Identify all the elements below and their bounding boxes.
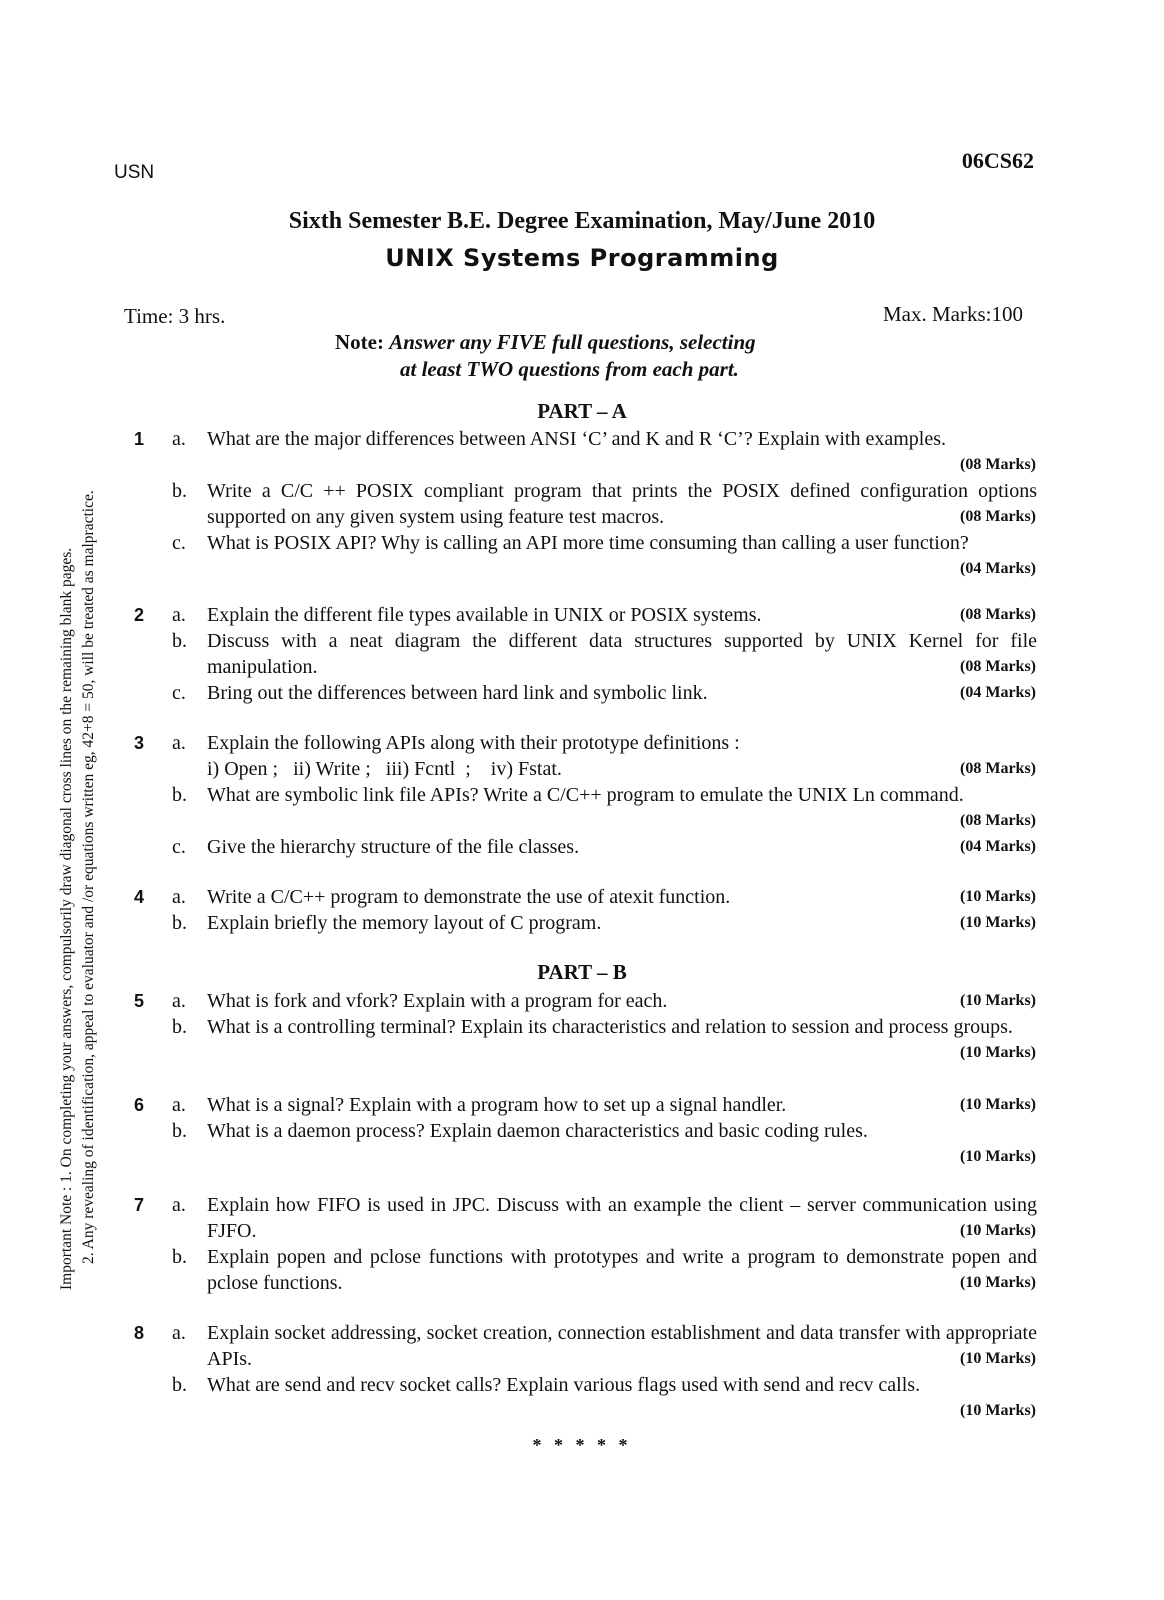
sub-label: b. xyxy=(172,1120,187,1142)
question-text: Discuss with a neat diagram the different data structures supported by UNIX Kernel for file manipulation. xyxy=(207,630,1037,678)
sub-label: b. xyxy=(172,1016,187,1038)
question-number: 4 xyxy=(134,887,145,907)
question-text: What is a signal? Explain with a program how to set up a signal handler. xyxy=(207,1094,787,1116)
sub-label: c. xyxy=(172,682,186,704)
question-number: 2 xyxy=(134,605,145,625)
question-number: 8 xyxy=(134,1323,145,1343)
question-text: Explain socket addressing, socket creation, connection establishment and data transfer with appropriate APIs. xyxy=(207,1322,1037,1370)
sub-label: a. xyxy=(172,1094,186,1116)
sub-label: b. xyxy=(172,480,187,502)
sub-label: c. xyxy=(172,532,186,554)
margin-note-line-2: 2. Any revealing of identification, appeal to evaluator and /or equations written eg, 42+8 = 50, will be treated as malpractice. xyxy=(80,490,97,1264)
marks: (10 Marks) xyxy=(960,1274,1036,1291)
marks: (10 Marks) xyxy=(960,992,1036,1009)
question-number: 7 xyxy=(134,1195,145,1215)
question-number: 5 xyxy=(134,991,145,1011)
sub-label: a. xyxy=(172,428,186,450)
sub-label: a. xyxy=(172,732,186,754)
question-number: 6 xyxy=(134,1095,145,1115)
question-number: 1 xyxy=(134,429,145,449)
marks: (04 Marks) xyxy=(960,684,1036,701)
question-text: What is POSIX API? Why is calling an API more time consuming than calling a user function? xyxy=(207,532,969,554)
marks: (08 Marks) xyxy=(960,760,1036,777)
sub-label: a. xyxy=(172,1322,186,1344)
marks: (10 Marks) xyxy=(960,914,1036,931)
sub-label: b. xyxy=(172,1374,187,1396)
marks: (10 Marks) xyxy=(960,1222,1036,1239)
margin-note-line-1: Important Note : 1. On completing your answers, compulsorily draw diagonal cross lines on the remaining blank pages. xyxy=(58,547,75,1290)
instruction-note-line-1 xyxy=(335,330,756,355)
marks: (08 Marks) xyxy=(960,456,1036,473)
marks: (10 Marks) xyxy=(960,1350,1036,1367)
marks: (10 Marks) xyxy=(960,1044,1036,1061)
question-number: 3 xyxy=(134,733,145,753)
marks: (10 Marks) xyxy=(960,1096,1036,1113)
question-text: Bring out the differences between hard link and symbolic link. xyxy=(207,682,708,704)
sub-label: b. xyxy=(172,784,187,806)
marks: (08 Marks) xyxy=(960,508,1036,525)
marks: (04 Marks) xyxy=(960,560,1036,577)
exam-title: Sixth Semester B.E. Degree Examination, May/June 2010 xyxy=(288,208,876,234)
usn-label: USN xyxy=(114,162,155,183)
question-text: Write a C/C++ program to demonstrate the use of atexit function. xyxy=(207,886,731,908)
question-text: Explain how FIFO is used in JPC. Discuss with an example the client – server communication using FJFO. xyxy=(207,1194,1037,1242)
sub-label: b. xyxy=(172,1246,187,1268)
question-text: Explain briefly the memory layout of C program. xyxy=(207,912,602,934)
marks: (08 Marks) xyxy=(960,606,1036,623)
question-text: What are send and recv socket calls? Explain various flags used with send and recv calls. xyxy=(207,1374,921,1396)
note-label: Note: xyxy=(335,330,390,354)
question-text-options: i) Open ; ii) Write ; iii) Fcntl ; iv) Fstat. xyxy=(207,758,562,780)
question-text: Write a C/C ++ POSIX compliant program that prints the POSIX defined configuration options supported on any given system using feature test macros. xyxy=(207,480,1037,528)
marks: (10 Marks) xyxy=(960,1402,1036,1419)
note-text-1: Answer any FIVE full questions, selecting xyxy=(389,330,756,354)
question-text: Explain popen and pclose functions with prototypes and write a program to demonstrate popen and pclose functions. xyxy=(207,1246,1037,1294)
marks: (08 Marks) xyxy=(960,658,1036,675)
sub-label: a. xyxy=(172,990,186,1012)
marks: (10 Marks) xyxy=(960,1148,1036,1165)
sub-label: c. xyxy=(172,836,186,858)
sub-label: b. xyxy=(172,630,187,652)
marks: (04 Marks) xyxy=(960,838,1036,855)
part-a-heading: PART – A xyxy=(537,399,627,423)
subject-title: UNIX Systems Programming xyxy=(385,244,779,272)
sub-label: a. xyxy=(172,886,186,908)
max-marks: Max. Marks:100 xyxy=(883,302,1023,326)
exam-time: Time: 3 hrs. xyxy=(124,304,226,328)
question-text: Explain the following APIs along with their prototype definitions : xyxy=(207,732,740,754)
instruction-note-line-2: at least TWO questions from each part. xyxy=(400,357,739,381)
question-text: What is fork and vfork? Explain with a program for each. xyxy=(207,990,668,1012)
marks: (08 Marks) xyxy=(960,812,1036,829)
question-text: What is a controlling terminal? Explain its characteristics and relation to session and process groups. xyxy=(207,1016,1013,1038)
question-text: Explain the different file types available in UNIX or POSIX systems. xyxy=(207,604,762,626)
part-b-heading: PART – B xyxy=(537,960,627,984)
sub-label: b. xyxy=(172,912,187,934)
marks: (10 Marks) xyxy=(960,888,1036,905)
question-text: What is a daemon process? Explain daemon characteristics and basic coding rules. xyxy=(207,1120,868,1142)
sub-label: a. xyxy=(172,1194,186,1216)
question-text: What are symbolic link file APIs? Write a C/C++ program to emulate the UNIX Ln command. xyxy=(207,784,964,806)
paper-code: 06CS62 xyxy=(961,148,1034,173)
question-text: Give the hierarchy structure of the file classes. xyxy=(207,836,580,858)
end-marker: * * * * * xyxy=(532,1435,632,1455)
sub-label: a. xyxy=(172,604,186,626)
question-text: What are the major differences between ANSI ‘C’ and K and R ‘C’? Explain with examples. xyxy=(207,428,947,450)
